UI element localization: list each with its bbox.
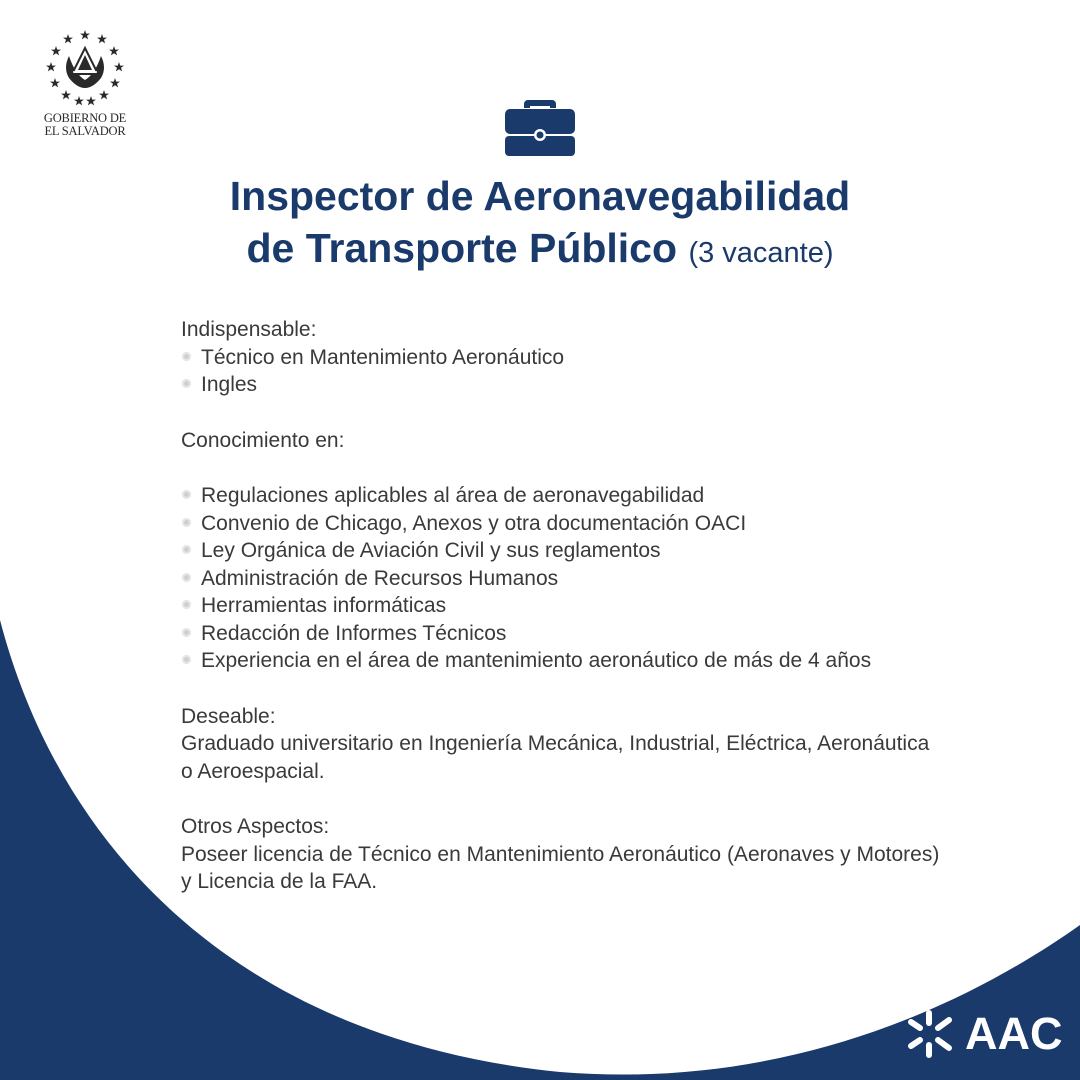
deseable-text: Graduado universitario en Ingeniería Mecánica, Industrial, Eléctrica, Aeronáutica o Aeroespacial.: [181, 732, 930, 783]
list-item-text: Convenio de Chicago, Anexos y otra documentación OACI: [201, 511, 747, 535]
vacancy-count: (3 vacante): [688, 237, 834, 269]
bullet-icon: [182, 628, 191, 637]
title-line1: Inspector de Aeronavegabilidad: [229, 173, 851, 219]
spacer: [181, 785, 941, 813]
gov-text-line1: GOBIERNO DE: [43, 111, 127, 125]
indispensable-list: [181, 344, 941, 399]
title-line2-wrapper: [0, 222, 1080, 279]
bullet-icon: [182, 490, 191, 499]
list-item: [181, 592, 941, 620]
aac-logo-text: AAC: [965, 1008, 1063, 1059]
conocimiento-heading: Conocimiento en:: [181, 428, 345, 452]
title-line2: de Transporte Público: [246, 225, 678, 271]
bullet-icon: [182, 545, 191, 554]
list-item: [181, 482, 941, 510]
list-item-text: Regulaciones aplicables al área de aeronavegabilidad: [201, 484, 705, 507]
bullet-icon: [182, 379, 191, 388]
spacer: [181, 675, 941, 703]
list-item: [181, 565, 941, 593]
otros-heading: Otros Aspectos:: [181, 815, 330, 838]
list-item: [181, 537, 941, 565]
conocimiento-list: [181, 482, 941, 675]
list-item: [181, 647, 941, 675]
list-item-text: Experiencia en el área de mantenimiento aeronáutico de más de 4 años: [201, 649, 872, 672]
coat-of-arms-icon: [43, 28, 127, 108]
page-title: [0, 170, 1080, 279]
indispensable-heading: Indispensable:: [181, 318, 317, 341]
aac-logo: [905, 1008, 1063, 1060]
list-item: [181, 344, 941, 372]
government-logo: [30, 28, 140, 138]
spacer: [181, 454, 941, 482]
bullet-icon: [182, 352, 191, 361]
list-item: [181, 510, 941, 538]
list-item-text: Herramientas informáticas: [201, 594, 447, 617]
bullet-icon: [182, 518, 191, 527]
gov-text-line2: EL SALVADOR: [44, 124, 126, 138]
spacer: [181, 399, 941, 427]
bullet-icon: [182, 655, 191, 664]
otros-text: Poseer licencia de Técnico en Mantenimiento Aeronáutico (Aeronaves y Motores) y Licencia de la FAA.: [181, 842, 940, 893]
list-item-text: Administración de Recursos Humanos: [201, 566, 559, 590]
bullet-icon: [182, 600, 191, 609]
list-item: [181, 371, 941, 399]
bullet-icon: [182, 573, 191, 582]
list-item-text: Técnico en Mantenimiento Aeronáutico: [201, 345, 565, 369]
list-item-text: Ingles: [201, 373, 258, 396]
requirements-section: [181, 316, 941, 896]
list-item-text: Redacción de Informes Técnicos: [201, 621, 507, 645]
list-item-text: Ley Orgánica de Aviación Civil y sus reglamentos: [201, 539, 661, 562]
deseable-heading: Deseable:: [181, 704, 276, 728]
briefcase-icon: [503, 98, 577, 158]
list-item: [181, 620, 941, 648]
aac-star-icon: [905, 1008, 957, 1060]
